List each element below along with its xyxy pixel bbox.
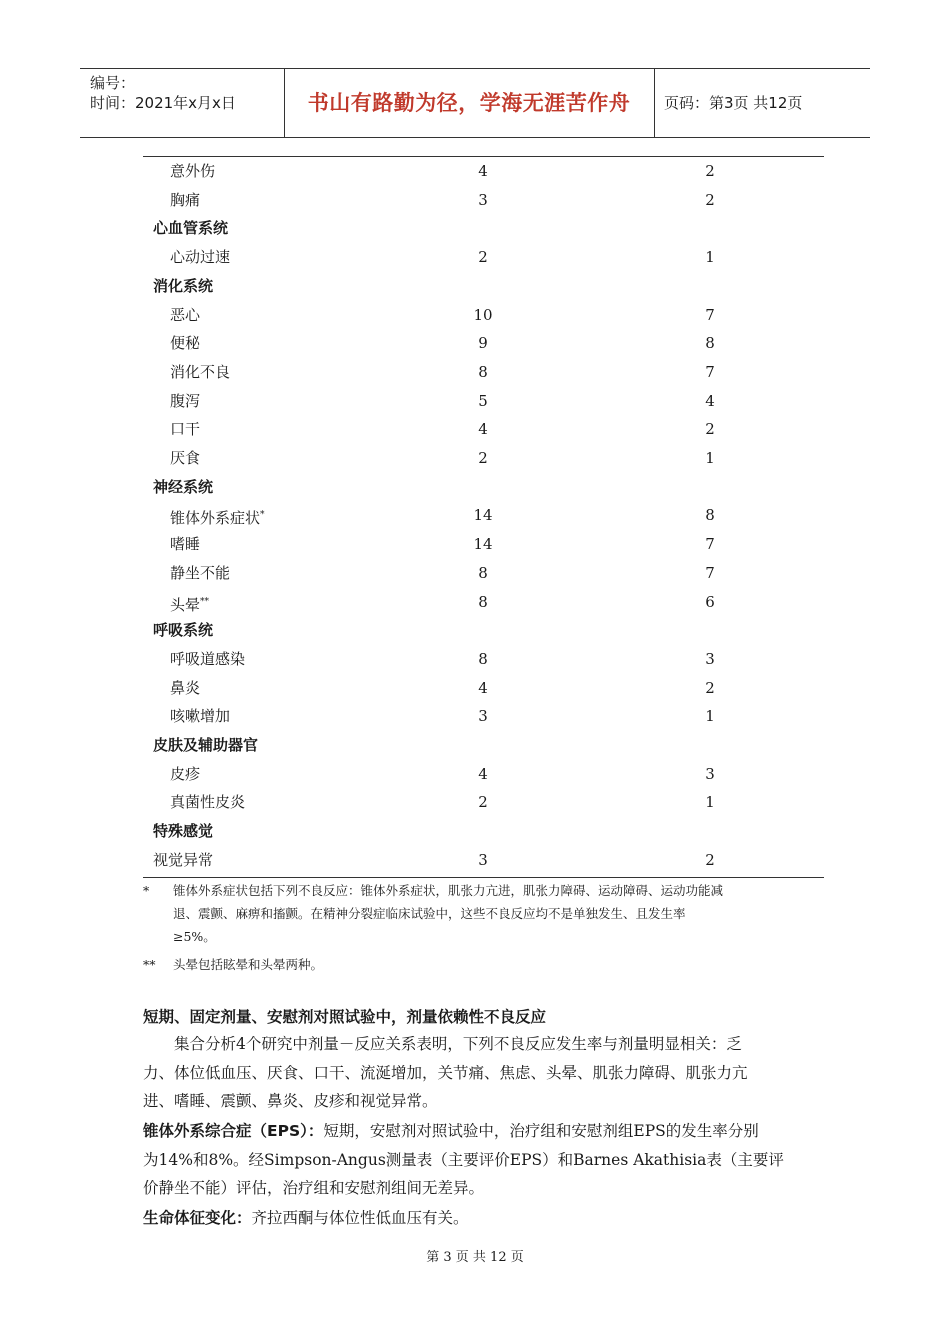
reaction-name: 心动过速 bbox=[170, 248, 231, 267]
placebo-incidence: 2 bbox=[705, 420, 715, 439]
table-category-row bbox=[143, 817, 824, 846]
reaction-name: 消化不良 bbox=[170, 362, 231, 381]
table-category-row bbox=[143, 272, 824, 301]
reaction-name-cell bbox=[170, 588, 209, 620]
placebo-incidence: 4 bbox=[705, 391, 715, 410]
treatment-incidence: 8 bbox=[478, 563, 488, 582]
table-category-row bbox=[143, 473, 824, 502]
category-label: 特殊感觉 bbox=[153, 822, 214, 841]
paragraph-line: 齐拉西酮与体位性低血压有关。 bbox=[251, 1209, 469, 1227]
category-label: 心血管系统 bbox=[153, 219, 229, 238]
footnote-eps bbox=[143, 879, 823, 949]
table-category-row bbox=[143, 214, 824, 243]
footnote-dizziness bbox=[143, 953, 823, 976]
treatment-incidence: 4 bbox=[478, 162, 488, 180]
treatment-incidence: 2 bbox=[478, 793, 488, 812]
category-label: 神经系统 bbox=[153, 477, 214, 496]
header-page-number: 页码：第3页 共12页 bbox=[664, 94, 803, 112]
placebo-incidence: 2 bbox=[705, 190, 715, 209]
vital-signs-label: 生命体征变化： bbox=[143, 1209, 252, 1227]
table-row bbox=[143, 329, 824, 358]
reaction-name: 皮疹 bbox=[170, 764, 201, 783]
table-row bbox=[143, 530, 824, 559]
table-row bbox=[143, 444, 824, 473]
header-meta bbox=[90, 73, 236, 113]
reaction-name: 口干 bbox=[170, 420, 201, 439]
paragraph-line: 力、体位低血压、厌食、口干、流涎增加，关节痛、焦虑、头晕、肌张力障碍、肌张力亢 bbox=[143, 1063, 748, 1082]
table-row bbox=[143, 559, 824, 588]
placebo-incidence: 3 bbox=[705, 764, 715, 783]
treatment-incidence: 3 bbox=[478, 190, 488, 209]
reaction-name: 腹泻 bbox=[170, 391, 201, 410]
footnote-mark: * bbox=[143, 883, 150, 898]
dose-response-paragraph bbox=[143, 1030, 813, 1116]
table-row bbox=[143, 674, 824, 703]
reaction-name: 咳嗽增加 bbox=[170, 707, 231, 726]
treatment-incidence: 14 bbox=[473, 506, 493, 525]
placebo-incidence: 3 bbox=[705, 649, 715, 668]
category-label: 呼吸系统 bbox=[153, 621, 214, 640]
treatment-incidence: 8 bbox=[478, 649, 488, 668]
treatment-incidence: 10 bbox=[473, 305, 493, 324]
treatment-incidence: 3 bbox=[478, 850, 488, 869]
header-motto: 书山有路勤为径，学海无涯苦作舟 bbox=[307, 91, 631, 115]
header-divider bbox=[654, 69, 655, 137]
placebo-incidence: 1 bbox=[705, 248, 715, 267]
table-row bbox=[143, 157, 824, 186]
treatment-incidence: 4 bbox=[478, 764, 488, 783]
table-row bbox=[143, 415, 824, 444]
table-row bbox=[143, 387, 824, 416]
paragraph-line: 进、嗜睡、震颤、鼻炎、皮疹和视觉异常。 bbox=[143, 1092, 438, 1110]
vital-signs-paragraph bbox=[143, 1204, 813, 1233]
table-row bbox=[143, 358, 824, 387]
treatment-incidence: 8 bbox=[478, 362, 488, 381]
treatment-incidence: 4 bbox=[478, 420, 488, 439]
document-time-label: 时间：2021年x月x日 bbox=[90, 94, 236, 112]
paragraph-line: 短期，安慰剂对照试验中，治疗组和安慰剂组EPS的发生率分别 bbox=[323, 1122, 759, 1140]
reaction-name: 恶心 bbox=[170, 305, 201, 324]
reaction-name: 嗜睡 bbox=[170, 535, 201, 554]
eps-label: 锥体外系综合症（EPS）： bbox=[143, 1122, 324, 1140]
table-row bbox=[143, 760, 824, 789]
treatment-incidence: 3 bbox=[478, 707, 488, 726]
footnote-text: ≥5%。 bbox=[173, 929, 216, 944]
table-row bbox=[143, 846, 824, 875]
treatment-incidence: 2 bbox=[478, 449, 488, 467]
reaction-name: 便秘 bbox=[170, 334, 201, 353]
placebo-incidence: 7 bbox=[705, 535, 715, 554]
treatment-incidence: 9 bbox=[478, 334, 488, 353]
reaction-name: 锥体外系症状 bbox=[170, 509, 261, 528]
placebo-incidence: 2 bbox=[705, 678, 715, 697]
placebo-incidence: 8 bbox=[705, 334, 715, 353]
reaction-name: 呼吸道感染 bbox=[170, 649, 246, 668]
placebo-incidence: 1 bbox=[705, 793, 715, 812]
table-row bbox=[143, 186, 824, 215]
paragraph-line: 集合分析4个研究中剂量－反应关系表明，下列不良反应发生率与剂量明显相关：乏 bbox=[174, 1035, 742, 1053]
table-row bbox=[143, 702, 824, 731]
document-number-label: 编号： bbox=[90, 74, 136, 92]
placebo-incidence: 7 bbox=[705, 305, 715, 324]
page-footer: 第 3 页 共 12 页 bbox=[426, 1250, 524, 1265]
footnote-ref: ** bbox=[200, 596, 210, 607]
reaction-name: 头晕 bbox=[170, 595, 201, 614]
footnote-text: 头晕包括眩晕和头晕两种。 bbox=[173, 957, 324, 972]
placebo-incidence: 7 bbox=[705, 362, 715, 381]
table-row bbox=[143, 301, 824, 330]
table-bottom-rule bbox=[143, 877, 824, 878]
category-label: 消化系统 bbox=[153, 276, 214, 295]
reaction-name: 厌食 bbox=[170, 449, 201, 467]
table-row bbox=[143, 645, 824, 674]
placebo-incidence: 2 bbox=[705, 850, 715, 869]
reaction-name: 静坐不能 bbox=[170, 563, 231, 582]
paragraph-line: 为14%和8%。经Simpson-Angus测量表（主要评价EPS）和Barnes Akathisia表（主要评 bbox=[143, 1150, 784, 1169]
treatment-incidence: 4 bbox=[478, 678, 488, 697]
category-label: 皮肤及辅助器官 bbox=[153, 736, 259, 754]
placebo-incidence: 2 bbox=[705, 162, 715, 180]
table-row bbox=[143, 501, 824, 530]
table-row bbox=[143, 788, 824, 817]
table-row bbox=[143, 243, 824, 272]
paragraph-line: 价静坐不能）评估，治疗组和安慰剂组间无差异。 bbox=[143, 1179, 485, 1197]
table-category-row bbox=[143, 731, 824, 760]
reaction-name: 胸痛 bbox=[170, 190, 201, 209]
placebo-incidence: 8 bbox=[705, 506, 715, 525]
treatment-incidence: 14 bbox=[473, 535, 493, 554]
footnote-mark: ** bbox=[143, 957, 156, 972]
eps-paragraph bbox=[143, 1117, 813, 1203]
placebo-incidence: 7 bbox=[705, 563, 715, 582]
treatment-incidence: 5 bbox=[478, 391, 488, 410]
table-row bbox=[143, 588, 824, 617]
reaction-name: 意外伤 bbox=[170, 162, 216, 180]
placebo-incidence: 6 bbox=[705, 592, 715, 611]
treatment-incidence: 8 bbox=[478, 592, 488, 611]
reaction-name-cell bbox=[170, 501, 265, 533]
reaction-name: 鼻炎 bbox=[170, 678, 201, 697]
footnote-text: 退、震颤、麻痹和搐颤。在精神分裂症临床试验中，这些不良反应均不是单独发生、且发生率 bbox=[173, 906, 686, 921]
placebo-incidence: 1 bbox=[705, 449, 715, 467]
table-category-row bbox=[143, 616, 824, 645]
footnote-ref: * bbox=[260, 510, 265, 521]
footnote-text: 锥体外系症状包括下列不良反应：锥体外系症状，肌张力亢进，肌张力障碍、运动障碍、运动功能减 bbox=[173, 883, 724, 898]
reaction-name: 视觉异常 bbox=[153, 850, 214, 869]
reaction-name: 真菌性皮炎 bbox=[170, 793, 246, 812]
treatment-incidence: 2 bbox=[478, 248, 488, 267]
section-heading: 短期、固定剂量、安慰剂对照试验中，剂量依赖性不良反应 bbox=[143, 1008, 547, 1026]
page-header bbox=[80, 68, 870, 138]
placebo-incidence: 1 bbox=[705, 707, 715, 726]
